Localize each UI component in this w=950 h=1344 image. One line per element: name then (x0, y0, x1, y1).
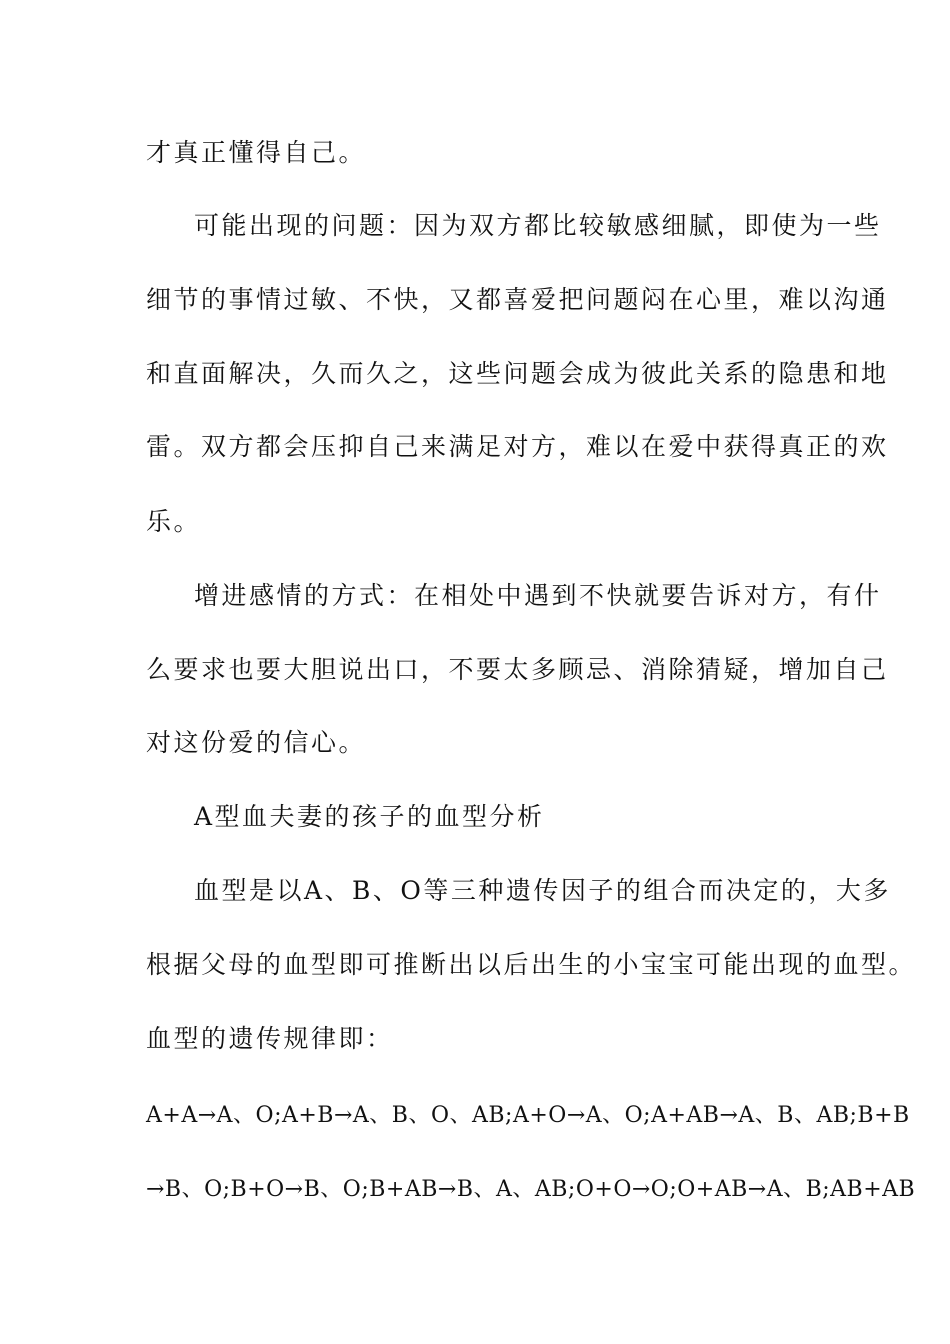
paragraph-line: 和直面解决，久而久之，这些问题会成为彼此关系的隐患和地 (146, 359, 889, 388)
section-heading: A型血夫妻的孩子的血型分析 (194, 802, 545, 831)
paragraph-line: 细节的事情过敏、不快，又都喜爱把问题闷在心里，难以沟通 (146, 285, 889, 314)
paragraph-line: 雷。双方都会压抑自己来满足对方，难以在爱中获得真正的欢 (146, 432, 889, 461)
paragraph-line: 可能出现的问题：因为双方都比较敏感细腻，即使为一些 (194, 211, 882, 240)
paragraph-line: 血型的遗传规律即： (146, 1024, 394, 1053)
blood-type-rule-line: →B、O;B+O→B、O;B+AB→B、A、AB;O+O→O;O+AB→A、B;AB+AB (146, 1177, 916, 1202)
paragraph-line: 乐。 (146, 507, 202, 536)
paragraph-line: 增进感情的方式：在相处中遇到不快就要告诉对方，有什 (194, 581, 882, 610)
paragraph-line: 对这份爱的信心。 (146, 728, 367, 757)
paragraph-line: 才真正懂得自己。 (146, 138, 367, 167)
paragraph-line: 根据父母的血型即可推断出以后出生的小宝宝可能出现的血型。 (146, 950, 917, 979)
blood-type-rule-line: A+A→A、O;A+B→A、B、O、AB;A+O→A、O;A+AB→A、B、AB;B+B (146, 1103, 910, 1128)
paragraph-line: 么要求也要大胆说出口，不要太多顾忌、消除猜疑，增加自己 (146, 655, 889, 684)
paragraph-line: 血型是以A、B、O等三种遗传因子的组合而决定的，大多 (194, 876, 891, 905)
